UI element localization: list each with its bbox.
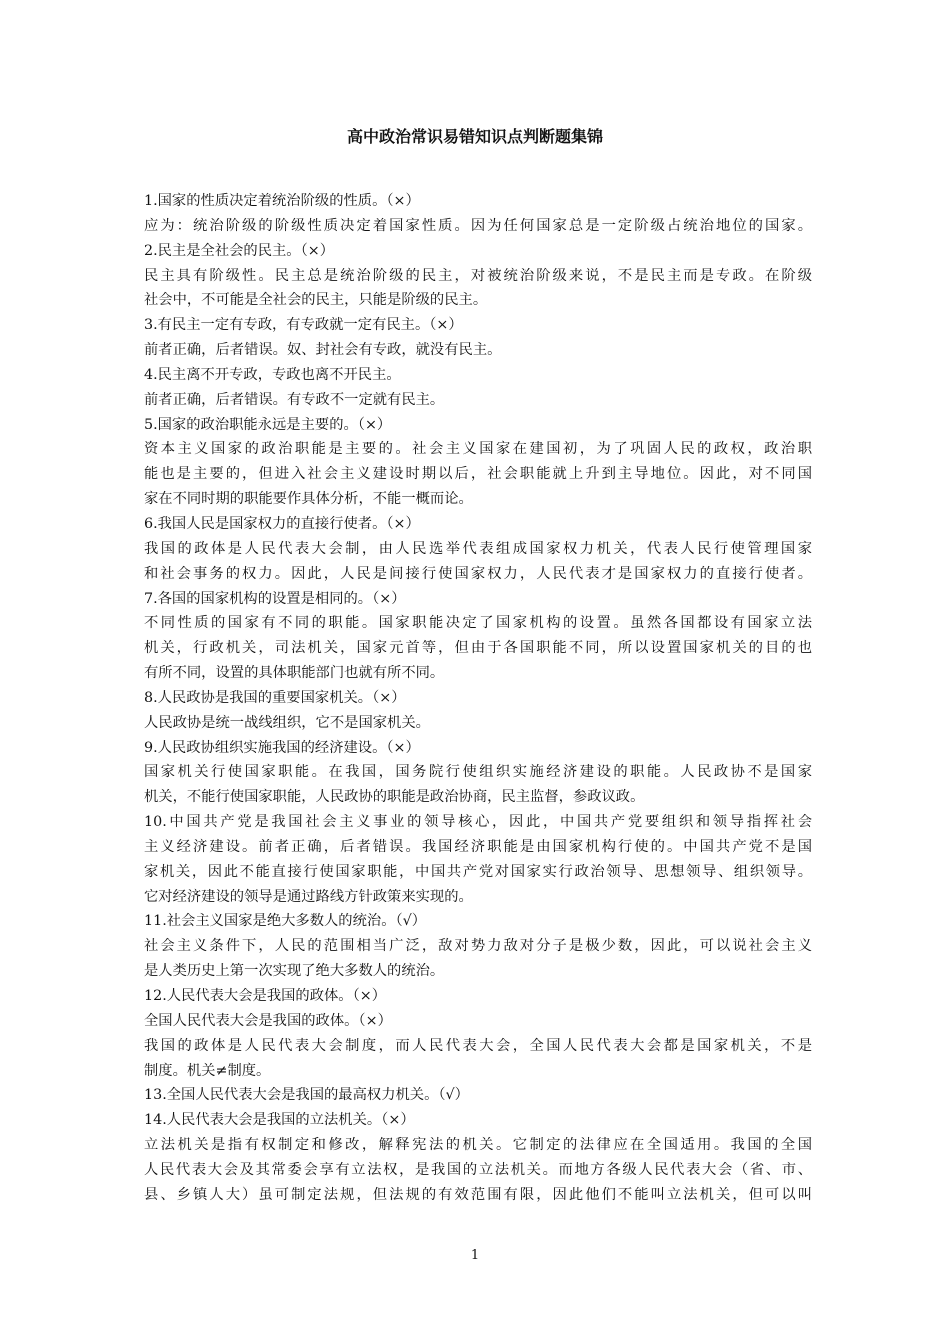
text-line: 14.人民代表大会是我国的立法机关。（×） xyxy=(144,1112,415,1129)
text-line: 前者正确，后者错误。有专政不一定就有民主。 xyxy=(144,391,445,408)
text-line: 国家机关行使国家职能。在我国，国务院行使组织实施经济建设的职能。人民政协不是国家 xyxy=(144,764,812,781)
text-line: 10.中国共产党是我国社会主义事业的领导核心，因此，中国共产党要组织和领导指挥社会 xyxy=(144,814,812,831)
text-line: 资本主义国家的政治职能是主要的。社会主义国家在建国初，为了巩固人民的政权，政治职 xyxy=(144,441,812,458)
text-line: 社会中，不可能是全社会的民主，只能是阶级的民主。 xyxy=(144,292,488,309)
text-line: 9.人民政协组织实施我国的经济建设。（×） xyxy=(144,739,420,756)
text-line: 和社会事务的权力。因此，人民是间接行使国家权力，人民代表才是国家权力的直接行使者。 xyxy=(144,565,812,582)
text-line: 制度。机关≠制度。 xyxy=(144,1062,271,1079)
text-line: 7.各国的国家机构的设置是相同的。（×） xyxy=(144,590,406,607)
text-line: 县、乡镇人大）虽可制定法规，但法规的有效范围有限，因此他们不能叫立法机关，但可以叫 xyxy=(144,1186,812,1203)
text-line: 是人类历史上第一次实现了绝大多数人的统治。 xyxy=(144,963,445,980)
text-line: 11.社会主义国家是绝大多数人的统治。（√） xyxy=(144,913,427,930)
document-body xyxy=(144,189,812,1208)
text-line: 5.国家的政治职能永远是主要的。（×） xyxy=(144,416,392,433)
text-line: 机关，行政机关，司法机关，国家元首等，但由于各国职能不同，所以设置国家机关的目的也 xyxy=(144,640,812,657)
text-line: 立法机关是指有权制定和修改，解释宪法的机关。它制定的法律应在全国适用。我国的全国 xyxy=(144,1137,812,1154)
text-line: 人民代表大会及其常委会享有立法权，是我国的立法机关。而地方各级人民代表大会（省、市、 xyxy=(144,1161,812,1178)
text-line: 主义经济建设。前者正确，后者错误。我国经济职能是由国家机构行使的。中国共产党不是国 xyxy=(144,838,812,855)
text-line: 它对经济建设的领导是通过路线方针政策来实现的。 xyxy=(144,888,473,905)
text-line: 我国的政体是人民代表大会制，由人民选举代表组成国家权力机关，代表人民行使管理国家 xyxy=(144,540,812,557)
text-line: 有所不同，设置的具体职能部门也就有所不同。 xyxy=(144,665,445,682)
text-line: 4.民主离不开专政，专政也离不开民主。 xyxy=(144,366,401,383)
text-line: 机关，不能行使国家职能，人民政协的职能是政治协商，民主监督，参政议政。 xyxy=(144,789,645,806)
text-line: 12.人民代表大会是我国的政体。（×） xyxy=(144,988,387,1004)
text-line: 家机关，因此不能直接行使国家职能，中国共产党对国家实行政治领导、思想领导、组织领导。 xyxy=(144,863,812,880)
text-line: 1.国家的性质决定着统治阶级的性质。（×） xyxy=(144,193,420,209)
text-line: 人民政协是统一战线组织，它不是国家机关。 xyxy=(144,714,430,731)
text-line: 13.全国人民代表大会是我国的最高权力机关。（√） xyxy=(144,1087,469,1104)
text-line: 家在不同时期的职能要作具体分析，不能一概而论。 xyxy=(144,491,473,508)
text-line: 应为：统治阶级的阶级性质决定着国家性质。因为任何国家总是一定阶级占统治地位的国家。 xyxy=(144,217,812,234)
text-line: 3.有民主一定有专政，有专政就一定有民主。（×） xyxy=(144,317,463,334)
text-line: 能也是主要的，但进入社会主义建设时期以后，社会职能就上升到主导地位。因此，对不同国 xyxy=(144,466,812,483)
text-line: 民主具有阶级性。民主总是统治阶级的民主，对被统治阶级来说，不是民主而是专政。在阶级 xyxy=(144,267,812,284)
text-line: 8.人民政协是我国的重要国家机关。（×） xyxy=(144,689,406,706)
text-line: 社会主义条件下，人民的范围相当广泛，敌对势力敌对分子是极少数，因此，可以说社会主义 xyxy=(144,938,812,955)
text-line: 6.我国人民是国家权力的直接行使者。（×） xyxy=(144,515,420,532)
page-number: 1 xyxy=(470,1248,480,1263)
text-line: 2.民主是全社会的民主。（×） xyxy=(144,242,335,259)
text-line: 不同性质的国家有不同的职能。国家职能决定了国家机构的设置。虽然各国都设有国家立法 xyxy=(144,615,812,632)
text-line: 我国的政体是人民代表大会制度，而人民代表大会，全国人民代表大会都是国家机关，不是 xyxy=(144,1037,812,1054)
text-line: 全国人民代表大会是我国的政体。（×） xyxy=(144,1012,392,1029)
text-line: 前者正确，后者错误。奴、封社会有专政，就没有民主。 xyxy=(144,342,502,359)
document-title: 高中政治常识易错知识点判断题集锦 xyxy=(346,127,603,146)
